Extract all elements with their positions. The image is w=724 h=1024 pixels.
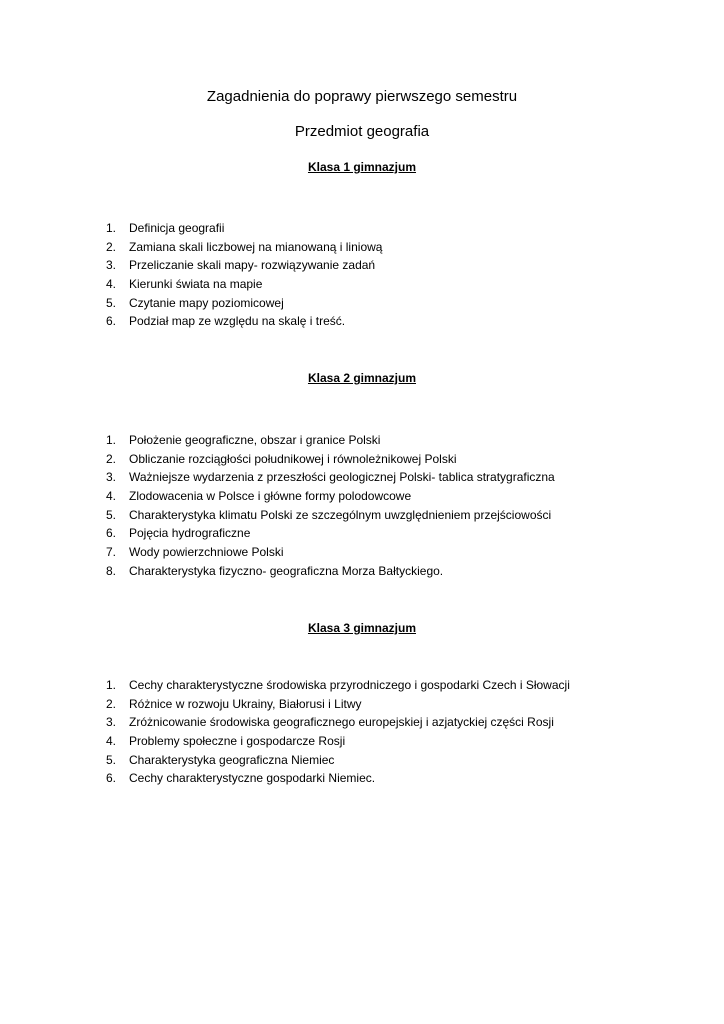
- item-text: Przeliczanie skali mapy- rozwiązywanie zadań: [129, 258, 376, 273]
- item-text: Zróżnicowanie środowiska geograficznego europejskiej i azjatyckiej części Rosji: [129, 715, 554, 730]
- item-text: Charakterystyka geograficzna Niemiec: [129, 752, 335, 767]
- item-number: 6.: [106, 314, 117, 329]
- item-number: 8.: [106, 563, 117, 578]
- list-klasa-1: [106, 219, 686, 331]
- subject-title: Przedmiot geografia: [294, 123, 430, 140]
- item-text: Problemy społeczne i gospodarcze Rosji: [129, 734, 346, 749]
- list-item: [106, 751, 686, 770]
- list-item: [106, 732, 686, 751]
- item-number: 6.: [106, 771, 117, 786]
- list-item: [106, 431, 686, 450]
- list-item: [106, 769, 686, 788]
- item-number: 1.: [106, 678, 117, 692]
- list-item: [106, 713, 686, 732]
- list-item: [106, 468, 686, 487]
- item-number: 6.: [106, 526, 117, 541]
- item-text: Pojęcia hydrograficzne: [129, 526, 251, 541]
- item-text: Cechy charakterystyczne gospodarki Niemiec.: [129, 771, 376, 786]
- list-item: [106, 506, 686, 525]
- item-text: Charakterystyka fizyczno- geograficzna Morza Bałtyckiego.: [129, 563, 444, 578]
- item-text: Różnice w rozwoju Ukrainy, Białorusi i Litwy: [129, 696, 362, 711]
- item-number: 3.: [106, 258, 117, 273]
- list-item: [106, 450, 686, 469]
- list-item: [106, 219, 686, 238]
- item-text: Wody powierzchniowe Polski: [129, 545, 284, 560]
- item-number: 4.: [106, 489, 117, 504]
- list-item: [106, 695, 686, 714]
- item-number: 2.: [106, 239, 117, 254]
- list-item: [106, 487, 686, 506]
- item-number: 4.: [106, 734, 117, 749]
- list-item: [106, 256, 686, 275]
- item-text: Podział map ze względu na skalę i treść.: [129, 314, 346, 329]
- item-number: 3.: [106, 470, 117, 485]
- item-text: Zlodowacenia w Polsce i główne formy polodowcowe: [129, 489, 412, 504]
- item-number: 1.: [106, 433, 117, 447]
- item-number: 7.: [106, 545, 117, 560]
- item-number: 1.: [106, 221, 117, 235]
- list-item: [106, 238, 686, 257]
- list-item: [106, 524, 686, 543]
- list-item: [106, 562, 686, 581]
- item-number: 5.: [106, 752, 117, 767]
- item-number: 5.: [106, 507, 117, 522]
- document-title: Zagadnienia do poprawy pierwszego semestru: [206, 88, 518, 105]
- list-item: [106, 275, 686, 294]
- item-number: 2.: [106, 696, 117, 711]
- list-item: [106, 294, 686, 313]
- list-klasa-3: [106, 676, 686, 788]
- list-item: [106, 676, 686, 695]
- item-text: Zamiana skali liczbowej na mianowaną i liniową: [129, 239, 383, 254]
- item-number: 5.: [106, 295, 117, 310]
- item-text: Obliczanie rozciągłości południkowej i równoleżnikowej Polski: [129, 451, 457, 466]
- item-text: Ważniejsze wydarzenia z przeszłości geologicznej Polski- tablica stratygraficzna: [129, 470, 555, 485]
- item-text: Cechy charakterystyczne środowiska przyrodniczego i gospodarki Czech i Słowacji: [129, 678, 570, 692]
- section-heading-klasa-3: Klasa 3 gimnazjum: [307, 621, 417, 635]
- section-heading-klasa-2: Klasa 2 gimnazjum: [307, 371, 417, 385]
- list-item: [106, 312, 686, 331]
- item-text: Definicja geografii: [129, 221, 225, 235]
- item-text: Położenie geograficzne, obszar i granice Polski: [129, 433, 381, 447]
- item-number: 2.: [106, 451, 117, 466]
- item-number: 4.: [106, 277, 117, 292]
- section-heading-klasa-1: Klasa 1 gimnazjum: [307, 160, 417, 174]
- list-item: [106, 543, 686, 562]
- item-text: Czytanie mapy poziomicowej: [129, 295, 284, 310]
- list-klasa-2: [106, 431, 686, 581]
- item-text: Charakterystyka klimatu Polski ze szczególnym uwzględnieniem przejściowości: [129, 507, 552, 522]
- item-text: Kierunki świata na mapie: [129, 277, 263, 292]
- item-number: 3.: [106, 715, 117, 730]
